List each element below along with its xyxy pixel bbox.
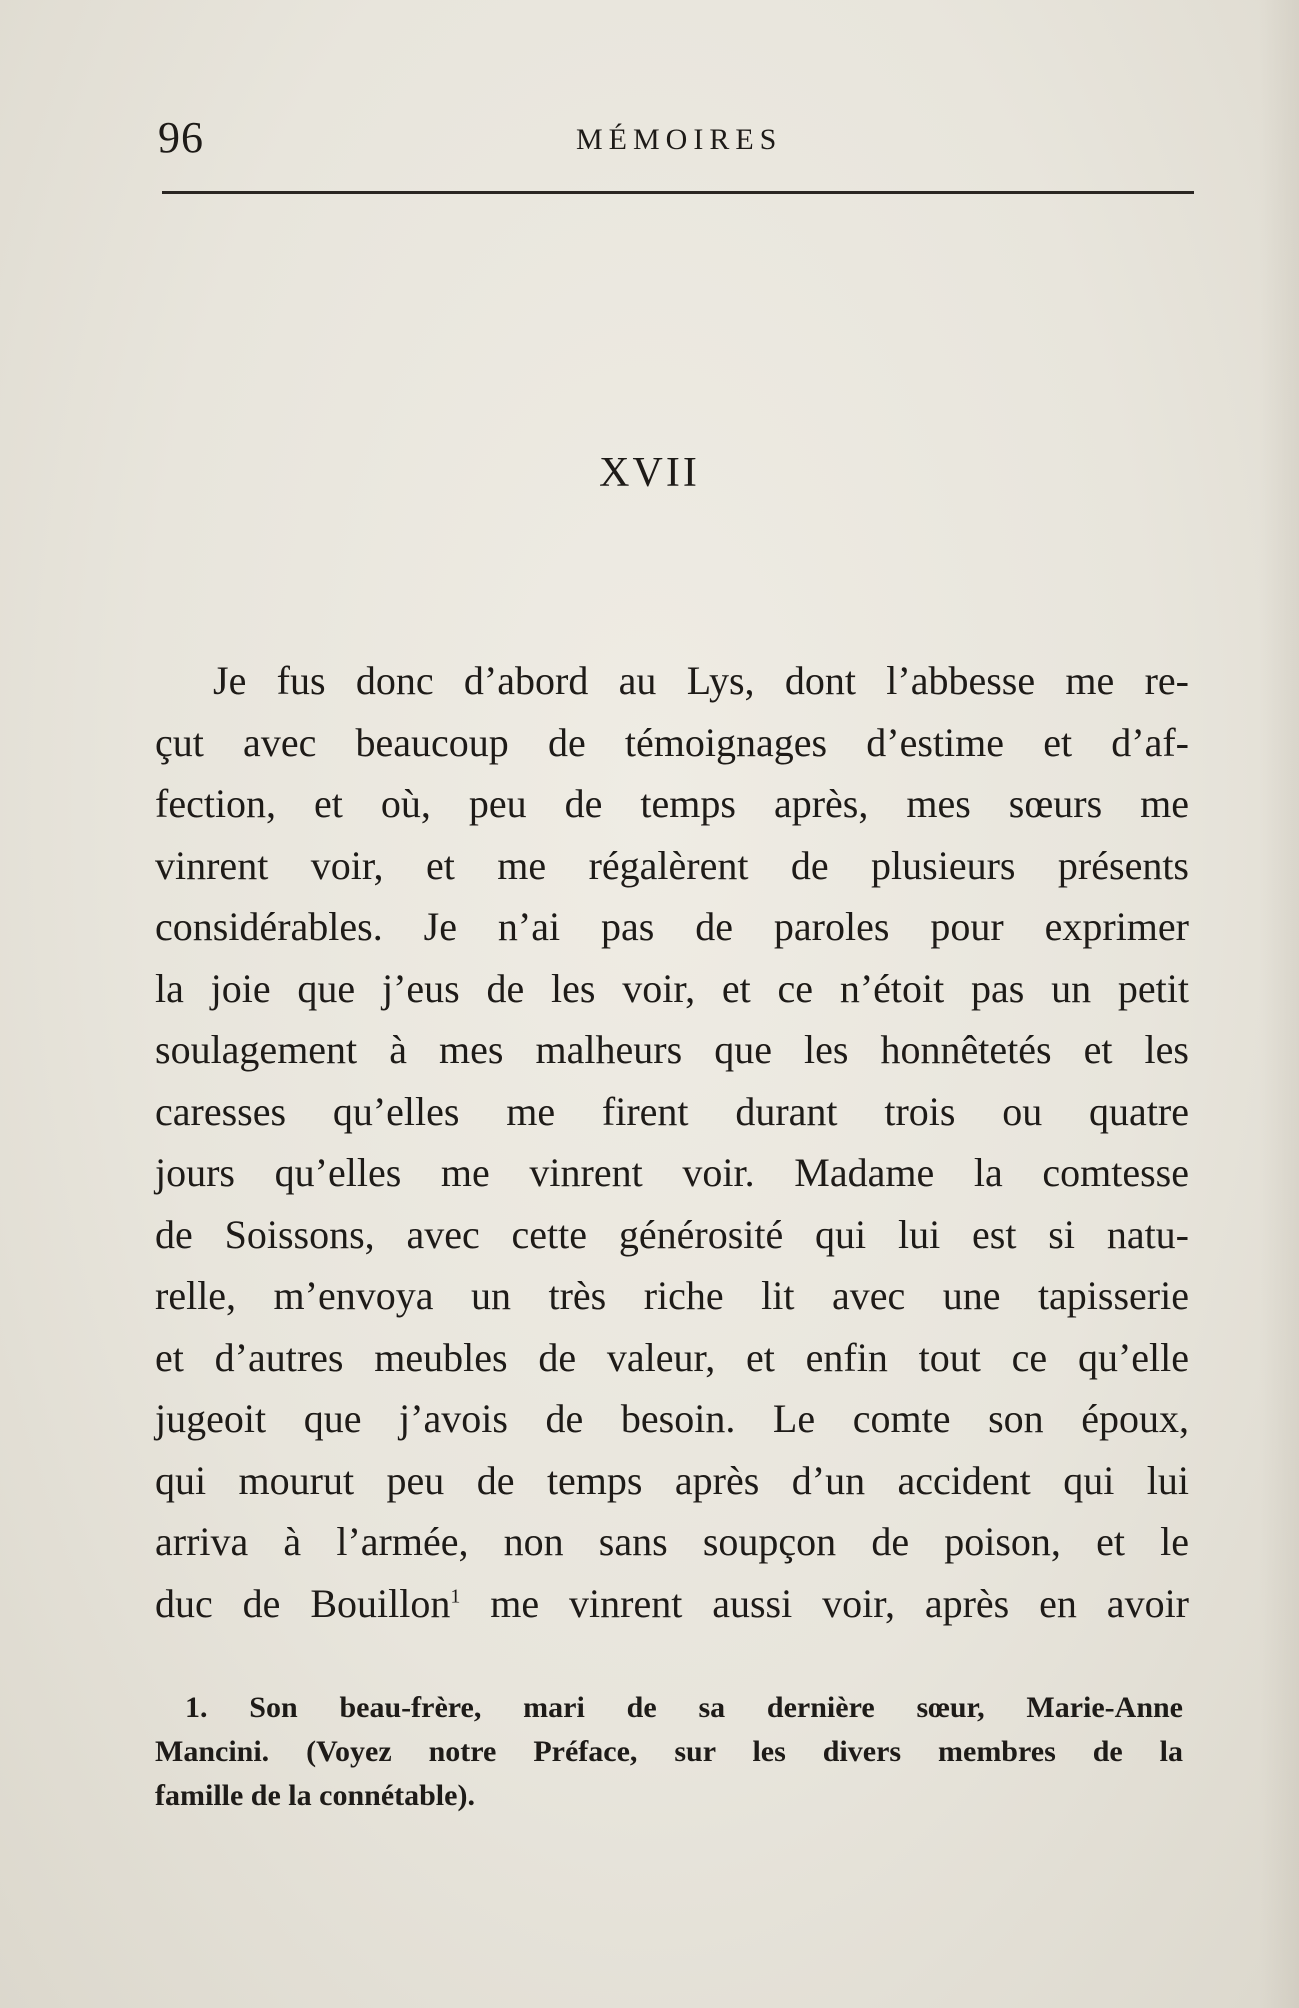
- body-line-last: [155, 1573, 1189, 1635]
- chapter-number: XVII: [599, 450, 700, 496]
- body-line: soulagement à mes malheurs que les honnêtetés et les: [155, 1027, 1189, 1072]
- body-line: jugeoit que j’avois de besoin. Le comte son époux,: [155, 1396, 1189, 1441]
- body-line: caresses qu’elles me firent durant trois ou quatre: [155, 1088, 1189, 1134]
- page-edge-shadow: [1259, 0, 1299, 2008]
- body-line: qui mourut peu de temps après d’un accident qui lui: [155, 1457, 1189, 1503]
- body-text: [155, 650, 1189, 1634]
- body-line: vinrent voir, et me régalèrent de plusieurs présents: [155, 842, 1189, 888]
- body-line: jours qu’elles me vinrent voir. Madame la comtesse: [155, 1150, 1189, 1195]
- header-rule: [162, 191, 1194, 194]
- page-number: 96: [158, 113, 204, 162]
- running-title: MÉMOIRES: [576, 123, 783, 156]
- body-line: considérables. Je n’ai pas de paroles pour exprimer: [155, 904, 1189, 949]
- footnote-line: famille de la connétable).: [155, 1779, 475, 1812]
- body-line: et d’autres meubles de valeur, et enfin tout ce qu’elle: [155, 1334, 1189, 1380]
- body-line: arriva à l’armée, non sans soupçon de poison, et le: [155, 1519, 1189, 1564]
- footnote-line: Mancini. (Voyez notre Préface, sur les divers membres de la: [155, 1735, 1183, 1768]
- footnote-line: 1. Son beau-frère, mari de sa dernière sœur, Marie-Anne: [185, 1691, 1183, 1724]
- running-head: [158, 108, 1194, 168]
- body-line: Je fus donc d’abord au Lys, dont l’abbesse me re-: [213, 658, 1189, 703]
- footnote: [155, 1686, 1183, 1818]
- body-line: fection, et où, peu de temps après, mes sœurs me: [155, 781, 1189, 826]
- body-line-last-end: me vinrent aussi voir, après en avoir: [460, 1580, 1189, 1626]
- body-line: la joie que j’eus de les voir, et ce n’étoit pas un petit: [155, 965, 1189, 1011]
- body-line: relle, m’envoya un très riche lit avec une tapisserie: [155, 1273, 1189, 1318]
- body-line: çut avec beaucoup de témoignages d’estime et d’af-: [155, 719, 1189, 765]
- footnote-reference[interactable]: 1: [450, 1585, 461, 1608]
- body-line: de Soissons, avec cette générosité qui lui est si natu-: [155, 1211, 1189, 1257]
- body-line-last-start: duc de Bouillon: [155, 1580, 451, 1626]
